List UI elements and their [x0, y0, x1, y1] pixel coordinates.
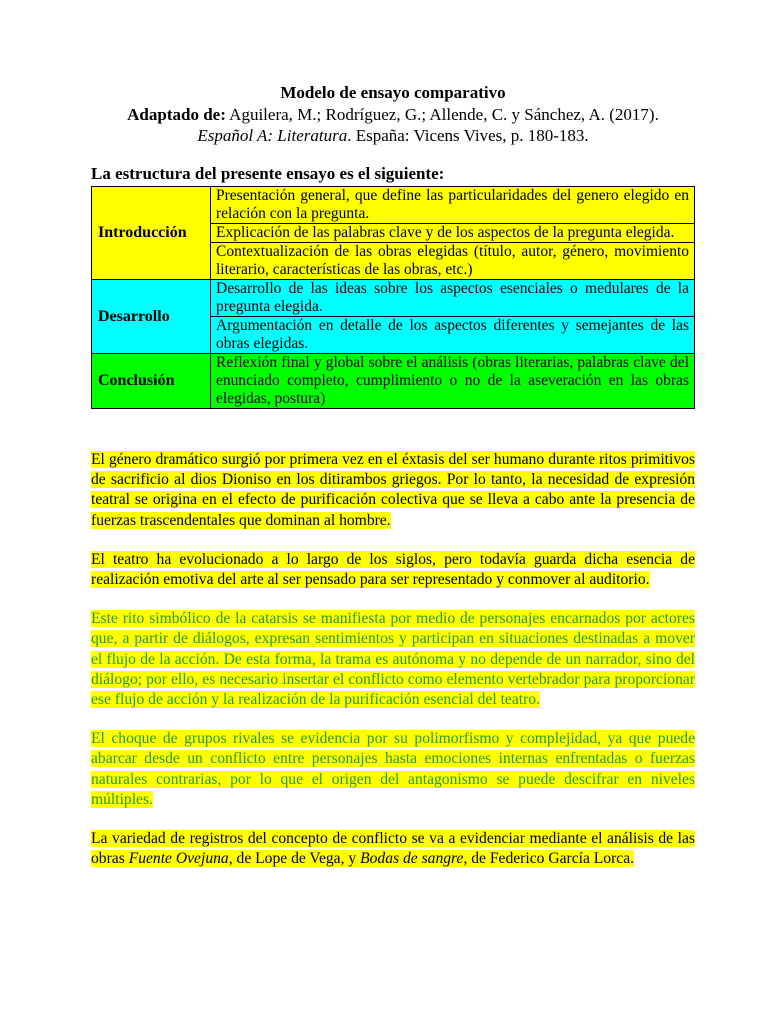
- paragraph-text: El teatro ha evolucionado a lo largo de los siglos, pero todavía guarda dicha esencia de realización emotiva del arte al ser pensado para ser representado y conmover al auditorio.: [91, 550, 695, 589]
- paragraph-text: El choque de grupos rivales se evidencia por su polimorfismo y complejidad, ya que puede abarcar desde un conflicto entre personajes hasta emociones internas enfrentadas o fuerzas naturales contrarias, por lo que el origen del antagonismo se puede descifrar en niveles múltiples.: [91, 730, 695, 808]
- book-details: . España: Vicens Vives, p. 180-183.: [347, 126, 589, 145]
- book-title: Español A: Literatura: [197, 126, 348, 145]
- document-page: [91, 82, 695, 869]
- paragraph-5: [91, 829, 695, 869]
- paragraph-text: Este rito simbólico de la catarsis se manifiesta por medio de personajes encarnados por actores que, a partir de diálogos, expresan sentimientos y participan en situaciones destinadas a mover el flujo de la acción. De esta forma, la trama es autónoma y no depende de un narrador, sino del diálogo; por ello, es necesario insertar el conflicto como elemento vertebrador para proporcionar ese flujo de acción y la realización de la purificación esencial del teatro.: [91, 610, 695, 709]
- section-item: Desarrollo de las ideas sobre los aspectos esenciales o medulares de la pregunta elegida.: [211, 280, 695, 317]
- section-conclusion: Conclusión: [92, 354, 211, 409]
- adapted-label: Adaptado de:: [127, 105, 226, 124]
- paragraph-text: El género dramático surgió por primera vez en el éxtasis del ser humano durante ritos primitivos de sacrificio al dios Dioniso en los ditirambos griegos. Por lo tanto, la necesidad de expresión teatral se origina en el efecto de purificación colectiva que se lleva a cabo ante la presencia de fuerzas trascendentales que dominan al hombre.: [91, 451, 695, 529]
- work-title: Bodas de sangre: [360, 850, 464, 868]
- document-title: Modelo de ensayo comparativo: [280, 83, 506, 102]
- section-desarrollo: Desarrollo: [92, 280, 211, 354]
- table-row: [92, 187, 695, 224]
- paragraph-1: [91, 450, 695, 531]
- table-row: [92, 280, 695, 317]
- section-item: Argumentación en detalle de los aspectos diferentes y semejantes de las obras elegidas.: [211, 317, 695, 354]
- section-item: Presentación general, que define las particularidades del genero elegido en relación con la pregunta.: [211, 187, 695, 224]
- section-item: Reflexión final y global sobre el análisis (obras literarias, palabras clave del enunciado completo, cumplimiento o no de la aseveración en las obras elegidas, postura): [211, 354, 695, 409]
- paragraph-3: [91, 609, 695, 710]
- text-segment: , de Federico García Lorca.: [463, 850, 635, 868]
- work-title: Fuente Ovejuna: [128, 850, 229, 868]
- paragraph-4: [91, 729, 695, 810]
- section-item: Explicación de las palabras clave y de los aspectos de la pregunta elegida.: [211, 224, 695, 243]
- paragraph-2: [91, 550, 695, 590]
- adapted-authors: Aguilera, M.; Rodríguez, G.; Allende, C. y Sánchez, A. (2017).: [225, 105, 659, 124]
- structure-heading: La estructura del presente ensayo es el siguiente:: [91, 164, 445, 183]
- text-segment: La variedad de registros del concepto de conflicto se va a evidenciar mediante el análisis de las obras: [91, 830, 695, 868]
- table-row: [92, 354, 695, 409]
- section-introduccion: Introducción: [92, 187, 211, 280]
- section-item: Contextualización de las obras elegidas (título, autor, género, movimiento literario, características de las obras, etc.): [211, 243, 695, 280]
- paragraph-text: [91, 830, 695, 867]
- text-segment: , de Lope de Vega, y: [228, 850, 361, 868]
- essay-structure-table: [91, 186, 695, 409]
- reference-citation: [91, 104, 695, 146]
